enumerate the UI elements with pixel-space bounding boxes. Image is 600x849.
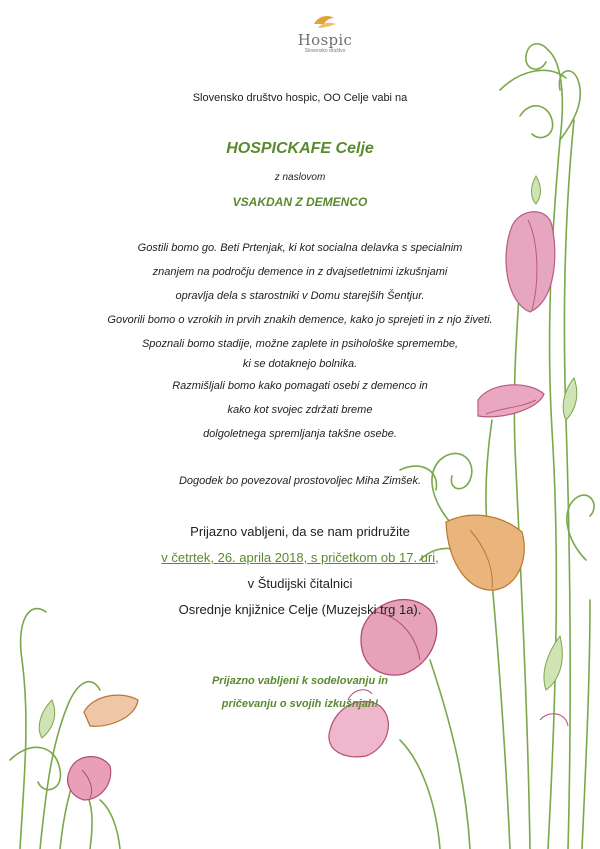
location-line: Osrednje knjižnice Celje (Muzejski trg 1a). (178, 602, 422, 617)
description-line: znanjem na področju demence in z dvajsetletnimi izkušnjami (152, 266, 448, 278)
description-line: opravlja dela s starostniki v Domu starejših Šentjur. (175, 290, 425, 302)
subtitle-intro: z naslovom (274, 172, 326, 183)
description-line: Gostili bomo go. Beti Prtenjak, ki kot socialna delavka s specialnim (137, 242, 463, 254)
location-line: v Študijski čitalnici (247, 576, 353, 591)
description-line: Spoznali bomo stadije, možne zaplete in psihološke spremembe, (141, 338, 459, 350)
welcome-line: Prijazno vabljeni, da se nam pridružite (190, 524, 410, 539)
host-line: Dogodek bo povezoval prostovoljec Miha Zimšek. (178, 475, 422, 487)
hands-logo-icon (310, 12, 340, 32)
event-datetime: v četrtek, 26. aprila 2018, s pričetkom ob 17. uri, (161, 550, 439, 565)
logo-wordmark: Hospic (297, 31, 353, 49)
description-line: Razmišljali bomo kako pomagati osebi z demenco in (172, 380, 428, 392)
hospic-logo (280, 12, 370, 54)
description-line: Govorili bomo o vzrokih in prvih znakih demence, kako jo sprejeti in z njo živeti. (107, 314, 493, 326)
closing-line: pričevanju o svojih izkušnjah! (221, 698, 379, 710)
logo-subtitle: Slovensko društvo (304, 48, 346, 54)
event-topic: VSAKDAN Z DEMENCO (232, 195, 368, 209)
description-line: ki se dotaknejo bolnika. (242, 358, 358, 370)
event-title: HOSPICKAFE Celje (226, 140, 374, 157)
invite-line: Slovensko društvo hospic, OO Celje vabi na (192, 92, 408, 104)
description-line: dolgoletnega spremljanja takšne osebe. (203, 428, 397, 440)
closing-line: Prijazno vabljeni k sodelovanju in (211, 675, 389, 687)
description-line: kako kot svojec zdržati breme (227, 404, 373, 416)
